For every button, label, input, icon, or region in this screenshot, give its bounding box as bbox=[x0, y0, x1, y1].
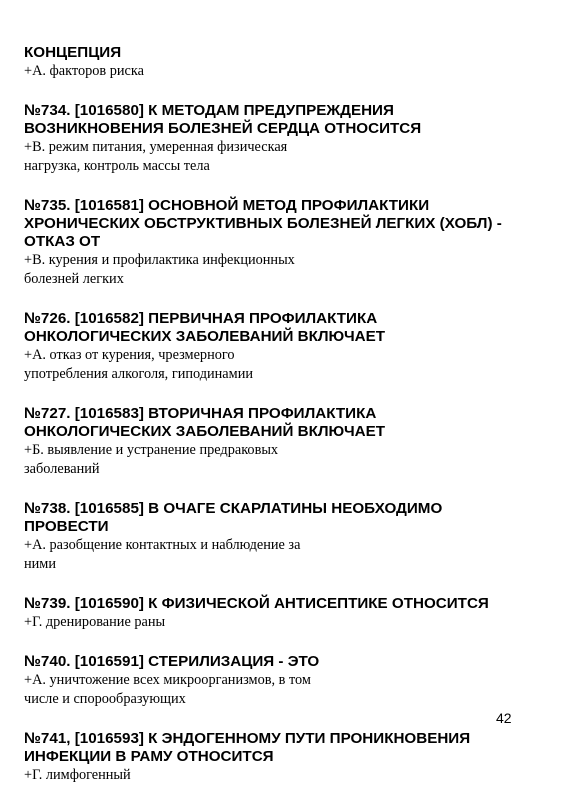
question-line: ВОЗНИКНОВЕНИЯ БОЛЕЗНЕЙ СЕРДЦА ОТНОСИТСЯ bbox=[24, 120, 422, 137]
answer-line: +А. отказ от курения, чрезмерного bbox=[24, 347, 235, 363]
answer-line: +А. факторов риска bbox=[24, 63, 144, 79]
question-text bbox=[24, 405, 544, 441]
answer-text bbox=[24, 441, 544, 479]
question-line: №727. [1016583] ВТОРИЧНАЯ ПРОФИЛАКТИКА bbox=[24, 405, 377, 422]
question-text bbox=[24, 500, 544, 536]
question-line: №740. [1016591] СТЕРИЛИЗАЦИЯ - ЭТО bbox=[24, 653, 320, 670]
page-number: 42 bbox=[496, 710, 512, 726]
entry-734 bbox=[24, 102, 544, 176]
answer-line: +Б. выявление и устранение предраковых bbox=[24, 442, 279, 458]
answer-text bbox=[24, 62, 544, 81]
answer-line: заболеваний bbox=[24, 461, 100, 477]
answer-text bbox=[24, 671, 544, 709]
question-line: ХРОНИЧЕСКИХ ОБСТРУКТИВНЫХ БОЛЕЗНЕЙ ЛЕГКИХ (ХОБЛ) - bbox=[24, 215, 502, 232]
answer-line: употребления алкоголя, гиподинамии bbox=[24, 366, 254, 382]
answer-text bbox=[24, 766, 544, 785]
question-line: КОНЦЕПЦИЯ bbox=[24, 44, 122, 61]
answer-line: +В. режим питания, умеренная физическая bbox=[24, 139, 288, 155]
answer-text bbox=[24, 251, 544, 289]
question-text bbox=[24, 595, 544, 613]
answer-text bbox=[24, 613, 544, 632]
answer-line: числе и спорообразующих bbox=[24, 691, 186, 707]
document-page bbox=[24, 44, 544, 806]
entry-739 bbox=[24, 595, 544, 632]
question-text bbox=[24, 44, 544, 62]
entry-740 bbox=[24, 653, 544, 709]
answer-text bbox=[24, 536, 544, 574]
answer-line: +Г. дренирование раны bbox=[24, 614, 166, 630]
question-text bbox=[24, 653, 544, 671]
entry-735 bbox=[24, 197, 544, 289]
question-line: №734. [1016580] К МЕТОДАМ ПРЕДУПРЕЖДЕНИЯ bbox=[24, 102, 394, 119]
answer-line: +А. уничтожение всех микроорганизмов, в том bbox=[24, 672, 311, 688]
question-line: ОТКАЗ ОТ bbox=[24, 233, 101, 250]
answer-line: +А. разобщение контактных и наблюдение за bbox=[24, 537, 301, 553]
question-text bbox=[24, 102, 544, 138]
question-line: №741, [1016593] К ЭНДОГЕННОМУ ПУТИ ПРОНИКНОВЕНИЯ bbox=[24, 730, 471, 747]
question-text bbox=[24, 310, 544, 346]
question-line: ПРОВЕСТИ bbox=[24, 518, 109, 535]
question-line: №726. [1016582] ПЕРВИЧНАЯ ПРОФИЛАКТИКА bbox=[24, 310, 378, 327]
question-line: ОНКОЛОГИЧЕСКИХ ЗАБОЛЕВАНИЙ ВКЛЮЧАЕТ bbox=[24, 328, 386, 345]
question-line: ИНФЕКЦИИ В РАМУ ОТНОСИТСЯ bbox=[24, 748, 274, 765]
entry-738 bbox=[24, 500, 544, 574]
entry-concept bbox=[24, 44, 544, 81]
entry-741 bbox=[24, 730, 544, 785]
question-line: №735. [1016581] ОСНОВНОЙ МЕТОД ПРОФИЛАКТИКИ bbox=[24, 197, 430, 214]
answer-text bbox=[24, 138, 544, 176]
question-text bbox=[24, 730, 544, 766]
answer-line: +В. курения и профилактика инфекционных bbox=[24, 252, 295, 268]
answer-line: нагрузка, контроль массы тела bbox=[24, 158, 210, 174]
answer-line: болезней легких bbox=[24, 271, 124, 287]
question-line: ОНКОЛОГИЧЕСКИХ ЗАБОЛЕВАНИЙ ВКЛЮЧАЕТ bbox=[24, 423, 386, 440]
question-text bbox=[24, 197, 544, 251]
answer-line: ними bbox=[24, 556, 57, 572]
entry-727 bbox=[24, 405, 544, 479]
answer-text bbox=[24, 346, 544, 384]
answer-line: +Г. лимфогенный bbox=[24, 767, 131, 783]
question-line: №738. [1016585] В ОЧАГЕ СКАРЛАТИНЫ НЕОБХОДИМО bbox=[24, 500, 443, 517]
entry-726 bbox=[24, 310, 544, 384]
question-line: №739. [1016590] К ФИЗИЧЕСКОЙ АНТИСЕПТИКЕ ОТНОСИТСЯ bbox=[24, 595, 489, 612]
